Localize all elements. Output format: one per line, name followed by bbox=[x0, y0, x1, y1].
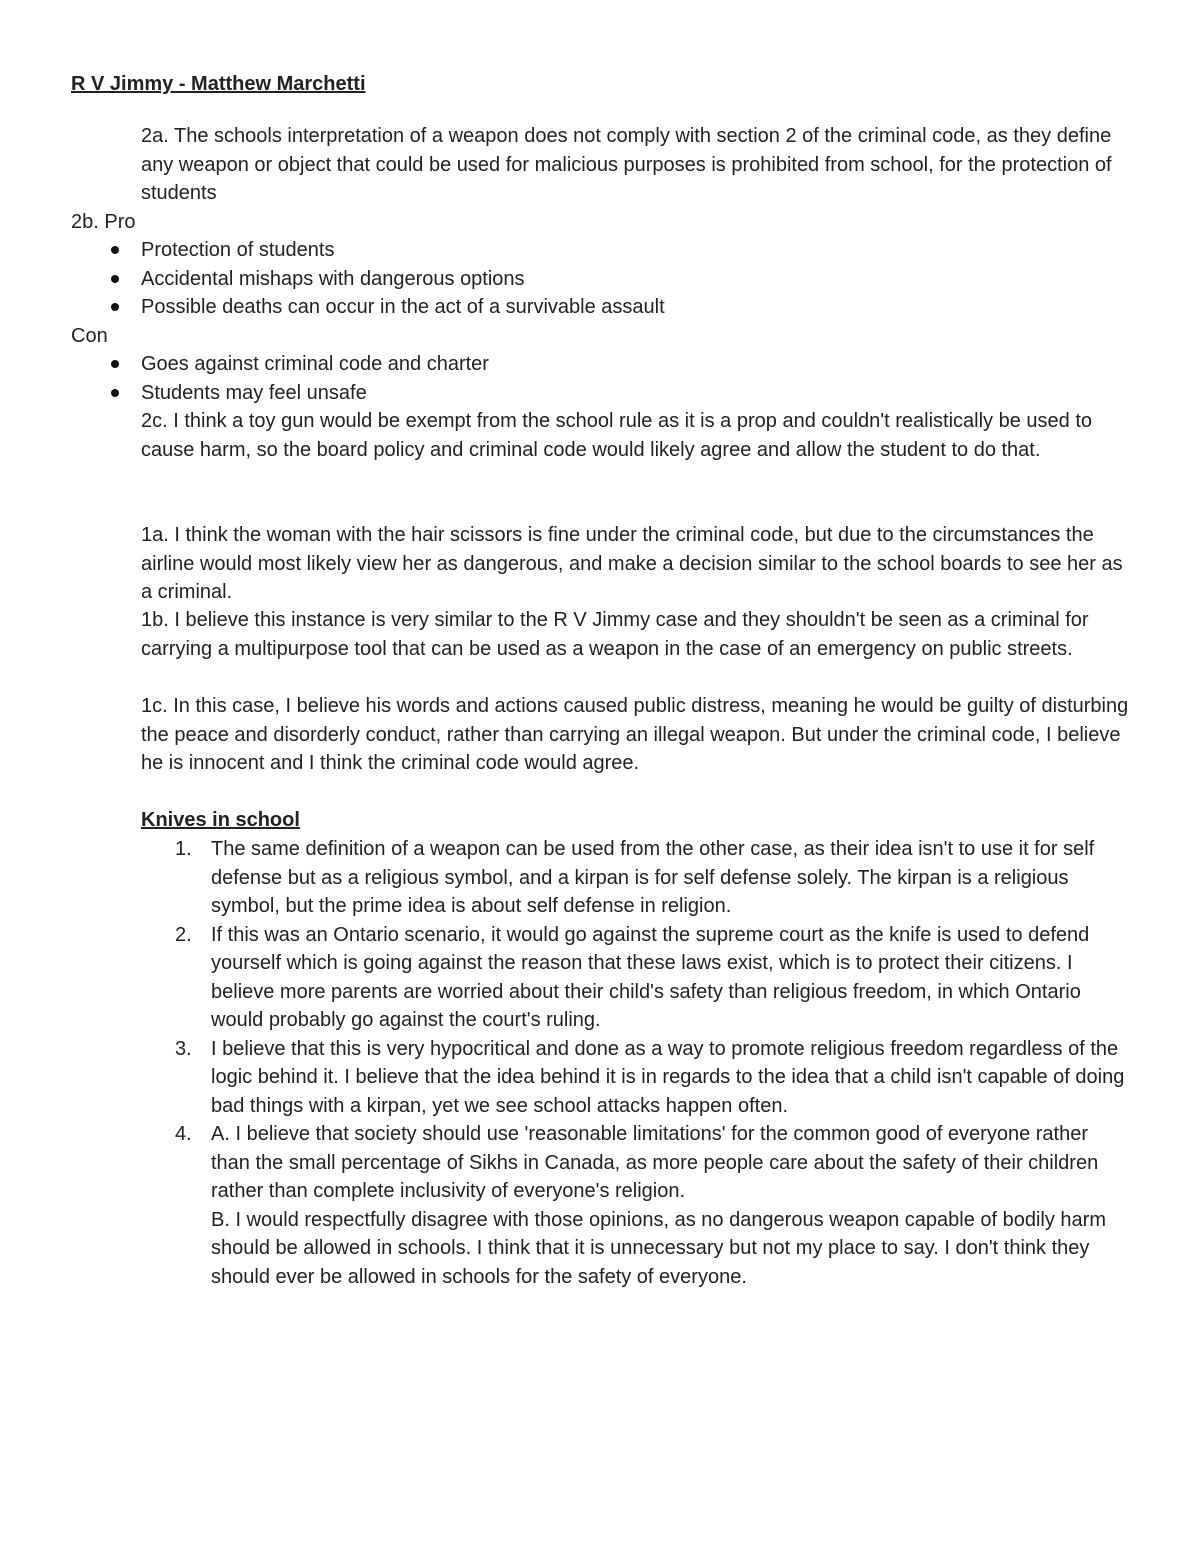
list-number: 3. bbox=[175, 1037, 192, 1060]
bullet-icon bbox=[111, 360, 119, 368]
answer-1b bbox=[141, 606, 1136, 663]
knives-heading: Knives in school bbox=[141, 809, 300, 831]
list-item bbox=[71, 293, 1131, 322]
list-item-text: The same definition of a weapon can be used from the other case, as their idea isn't to use it for self defense but as a religious symbol, and a kirpan is for self defense solely. The kirpan is a religious symbol, but the prime idea is about self defense in religion. bbox=[211, 838, 1095, 917]
pro-list bbox=[71, 236, 1131, 322]
list-item-text: Goes against criminal code and charter bbox=[141, 353, 489, 375]
answer-1c-text: 1c. In this case, I believe his words and actions caused public distress, meaning he would be guilty of disturbing the peace and disorderly conduct, rather than carrying an illegal weapon. But under the criminal code, I believe he is innocent and I think the criminal code would agree. bbox=[141, 695, 1129, 774]
list-item-text-b: B. I would respectfully disagree with those opinions, as no dangerous weapon capable of bodily harm should be allowed in schools. I think that it is unnecessary but not my place to say. I don't think they should ever be allowed in schools for the safety of everyone. bbox=[211, 1208, 1106, 1288]
bullet-icon bbox=[111, 275, 119, 283]
knives-list bbox=[141, 835, 1131, 1291]
list-number: 2. bbox=[175, 923, 192, 946]
list-item bbox=[141, 1120, 1131, 1291]
answer-2a bbox=[141, 122, 1136, 208]
list-item-text: I believe that this is very hypocritical and done as a way to promote religious freedom regardless of the logic behind it. I believe that the idea behind it is in regards to the idea that a child isn't capable of doing bad things with a kirpan, yet we see school attacks happen often. bbox=[211, 1037, 1125, 1117]
answer-1c bbox=[141, 692, 1136, 778]
answer-1b-text: 1b. I believe this instance is very similar to the R V Jimmy case and they shouldn't be seen as a criminal for carrying a multipurpose tool that can be used as a weapon in the case of an emergency on public streets. bbox=[141, 609, 1089, 660]
answer-2b-label: 2b. Pro bbox=[71, 211, 136, 233]
list-item bbox=[141, 835, 1131, 921]
answer-2c-text: 2c. I think a toy gun would be exempt from the school rule as it is a prop and couldn't realistically be used to cause harm, so the board policy and criminal code would likely agree and allow the student to do that. bbox=[141, 410, 1093, 461]
answer-1a-text: 1a. I think the woman with the hair scissors is fine under the criminal code, but due to the circumstances the airline would most likely view her as dangerous, and make a decision similar to the school boards to see her as a criminal. bbox=[141, 524, 1123, 603]
list-number: 1. bbox=[175, 838, 192, 860]
answer-2c bbox=[141, 407, 1136, 464]
list-item-text: Possible deaths can occur in the act of a survivable assault bbox=[141, 296, 665, 318]
list-item bbox=[141, 1035, 1131, 1121]
list-item bbox=[71, 379, 1131, 408]
con-label: Con bbox=[71, 325, 108, 347]
list-item-text: A. I believe that society should use 'reasonable limitations' for the common good of everyone rather than the small percentage of Sikhs in Canada, as more people care about the safety of their children rather than complete inclusivity of everyone's religion. bbox=[211, 1123, 1099, 1202]
list-item bbox=[71, 350, 1131, 379]
answer-1a bbox=[141, 521, 1136, 607]
bullet-icon bbox=[111, 303, 119, 311]
list-number: 4. bbox=[175, 1123, 192, 1145]
con-list bbox=[71, 350, 1131, 407]
document-title: R V Jimmy - Matthew Marchetti bbox=[71, 73, 366, 95]
list-item bbox=[71, 236, 1131, 265]
list-item bbox=[141, 921, 1131, 1035]
bullet-icon bbox=[111, 389, 119, 397]
list-item-text: Students may feel unsafe bbox=[141, 381, 367, 404]
list-item bbox=[71, 265, 1131, 294]
answer-2a-text: 2a. The schools interpretation of a weapon does not comply with section 2 of the criminal code, as they define any weapon or object that could be used for malicious purposes is prohibited from school, for the protection of students bbox=[141, 125, 1112, 204]
list-item-text: Accidental mishaps with dangerous options bbox=[141, 267, 525, 290]
list-item-text: Protection of students bbox=[141, 239, 335, 261]
list-item-text: If this was an Ontario scenario, it would go against the supreme court as the knife is used to defend yourself which is going against the reason that these laws exist, which is to protect their citizens. I believe more parents are worried about their child's safety than religious freedom, in which Ontario would probably go against the court's ruling. bbox=[211, 923, 1090, 1031]
bullet-icon bbox=[111, 246, 119, 254]
